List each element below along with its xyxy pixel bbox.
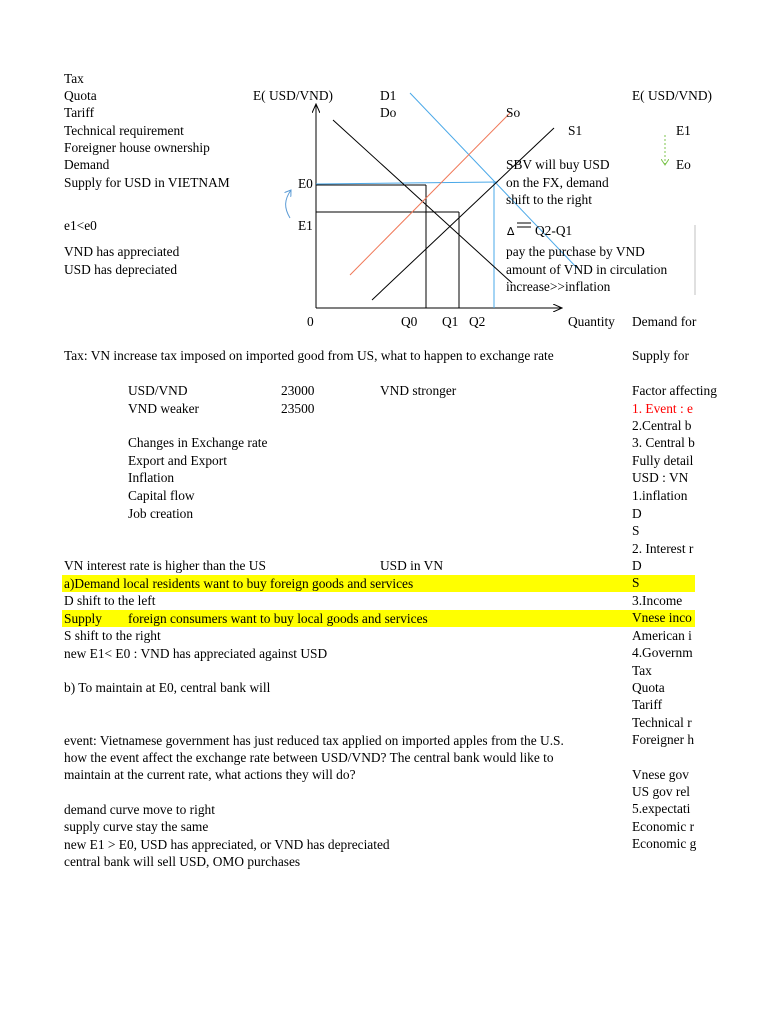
right-item-6: Fully detail (632, 453, 694, 468)
right-item-1: Supply for (632, 348, 689, 363)
sbv-note-1: SBV will buy USD (506, 157, 610, 172)
event-line-0: event: Vietnamese government has just reduced tax applied on imported apples from the U.S. (64, 733, 564, 748)
usd-in-vn: USD in VN (380, 558, 443, 573)
rate-pair: USD/VND (128, 383, 188, 398)
s1-label: S1 (568, 123, 583, 138)
answer-line-1: supply curve stay the same (64, 819, 209, 834)
right-item-12: D (632, 558, 642, 573)
list-supply-usd: Supply for USD in VIETNAM (64, 175, 230, 190)
right-item-25: 5.expectati (632, 801, 691, 816)
pay-note-2: amount of VND in circulation (506, 262, 668, 277)
interest-line: VN interest rate is higher than the US (64, 558, 266, 573)
delta-label: Q2-Q1 (535, 223, 573, 238)
right-item-22: Foreigner h (632, 732, 695, 747)
right-item-20: Tariff (632, 697, 663, 712)
tax-question: Tax: VN increase tax imposed on imported good from US, what to happen to exchange rate (64, 348, 554, 363)
quantity-label: Quantity (568, 314, 615, 329)
right-item-21: Technical r (632, 715, 692, 730)
y-axis-label: E( USD/VND) (253, 88, 333, 103)
list-technical: Technical requirement (64, 123, 184, 138)
rate-weaker: VND weaker (128, 401, 200, 416)
change-4: Job creation (128, 506, 194, 521)
supply-so-curve (350, 113, 510, 275)
e-compare: e1<e0 (64, 218, 97, 233)
pay-note-1: pay the purchase by VND (506, 244, 645, 259)
answer-line-2: new E1 > E0, USD has appreciated, or VND has depreciated (64, 837, 390, 852)
change-0: Changes in Exchange rate (128, 435, 268, 450)
change-1: Export and Export (128, 453, 227, 468)
demand-line: a)Demand local residents want to buy foreign goods and services (64, 576, 414, 591)
answer-line-0: demand curve move to right (64, 802, 215, 817)
d1-label: D1 (380, 88, 397, 103)
rate-stronger: VND stronger (380, 383, 457, 398)
right-item-18: Tax (632, 663, 652, 678)
right-top-axis: E( USD/VND) (632, 88, 712, 103)
right-item-16: American i (632, 628, 692, 643)
right-item-9: D (632, 506, 642, 521)
right-column (628, 0, 717, 1024)
list-demand: Demand (64, 157, 110, 172)
sbv-note-3: shift to the right (506, 192, 592, 207)
q2-label: Q2 (469, 314, 486, 329)
right-e1: E1 (676, 123, 691, 138)
right-item-0: Demand for (632, 314, 697, 329)
right-item-7: USD : VN (632, 470, 689, 485)
e0-label: E0 (298, 176, 313, 191)
origin-label: 0 (307, 314, 314, 329)
s-shift: S shift to the right (64, 628, 161, 643)
q0-label: Q0 (401, 314, 418, 329)
list-foreigner: Foreigner house ownership (64, 140, 210, 155)
right-item-4: 2.Central b (632, 418, 692, 433)
e-shift-arrow (286, 190, 291, 218)
usd-depreciated: USD has depreciated (64, 262, 178, 277)
right-eo: Eo (676, 157, 691, 172)
right-item-24: US gov rel (632, 784, 691, 799)
right-item-19: Quota (632, 680, 665, 695)
pay-note-3: increase>>inflation (506, 279, 611, 294)
right-item-10: S (632, 523, 640, 538)
new-e1: new E1< E0 : VND has appreciated against USD (64, 646, 328, 661)
list-quota: Quota (64, 88, 97, 103)
supply-label: Supply (64, 611, 102, 626)
rate-v2: 23500 (281, 401, 315, 416)
delta-icon: ∆ (507, 225, 515, 238)
change-2: Inflation (128, 470, 175, 485)
list-tariff: Tariff (64, 105, 95, 120)
d-shift: D shift to the left (64, 593, 156, 608)
do-label: Do (380, 105, 397, 120)
right-item-2: Factor affecting (632, 383, 717, 398)
q1-label: Q1 (442, 314, 459, 329)
right-item-13: S (632, 575, 640, 590)
maintain-line: b) To maintain at E0, central bank will (64, 680, 271, 695)
right-item-5: 3. Central b (632, 435, 695, 450)
event-line-1: how the event affect the exchange rate between USD/VND? The central bank would like to (64, 750, 554, 765)
right-item-14: 3.Income (632, 593, 683, 608)
rate-v1: 23000 (281, 383, 315, 398)
supply-text: foreign consumers want to buy local goods and services (128, 611, 428, 626)
vnd-appreciated: VND has appreciated (64, 244, 180, 259)
right-item-11: 2. Interest r (632, 541, 694, 556)
right-item-15: Vnese inco (632, 610, 692, 625)
right-item-26: Economic r (632, 819, 695, 834)
list-tax: Tax (64, 71, 84, 86)
right-item-23: Vnese gov (632, 767, 689, 782)
e0-guide (316, 182, 498, 184)
answer-line-3: central bank will sell USD, OMO purchases (64, 854, 301, 869)
e1-label: E1 (298, 218, 313, 233)
right-item-3: 1. Event : e (632, 401, 693, 416)
right-item-8: 1.inflation (632, 488, 688, 503)
so-label: So (506, 105, 521, 120)
event-line-2: maintain at the current rate, what actions they will do? (64, 767, 356, 782)
right-item-27: Economic g (632, 836, 697, 851)
change-3: Capital flow (128, 488, 195, 503)
sbv-note-2: on the FX, demand (506, 175, 609, 190)
right-item-17: 4.Governm (632, 645, 693, 660)
